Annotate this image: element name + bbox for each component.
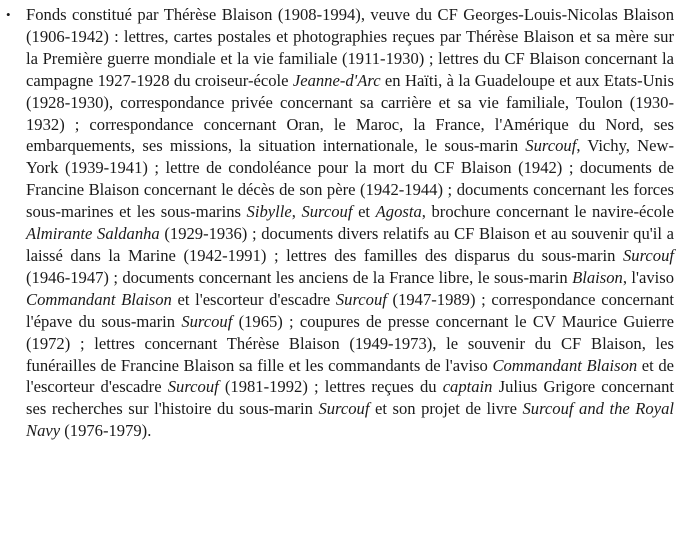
italic-title-segment: Surcouf — [318, 399, 370, 419]
text-segment: (1976-1979). — [60, 421, 152, 441]
italic-title-segment: Blaison — [572, 267, 623, 287]
italic-title-segment: Sibylle — [246, 202, 292, 222]
italic-title-segment: Agosta — [375, 202, 422, 222]
italic-title-segment: captain — [442, 377, 493, 397]
italic-title-segment: Surcouf — [181, 311, 233, 331]
italic-title-segment: Surcouf — [622, 245, 674, 265]
text-segment: Fonds constitué par Thérèse Blaison (1908-1994), veuve du CF Georges-Louis-Nicolas Blaison (1906-1942) : lettres, cartes postales et photographies reçues par Thérèse Blaison et sa mère sur la Première guerre mondiale et la vie familiale (1911-1930) ; lettres du CF Blaison concernant la campagne 1927-1928 du croiseur-école — [26, 5, 674, 90]
text-segment: (1981-1992) ; lettres reçues du — [218, 377, 443, 397]
text-segment: et son projet de livre — [369, 399, 523, 419]
italic-title-segment: Almirante Saldanha — [26, 224, 160, 244]
italic-title-segment: Commandant Blaison — [26, 289, 172, 309]
italic-title-segment: Surcouf — [167, 377, 219, 397]
italic-title-segment: Surcouf and the Royal Navy — [26, 399, 674, 441]
fonds-description-paragraph — [6, 4, 674, 442]
text-segment: et de l'escorteur d'escadre — [26, 355, 675, 397]
text-segment: et l'escorteur d'escadre — [171, 289, 336, 309]
italic-title-segment: Commandant Blaison — [492, 355, 638, 375]
text-segment: , brochure concernant le navire-école — [421, 202, 674, 222]
italic-title-segment: Jeanne-d'Arc — [292, 70, 381, 90]
text-segment: et — [352, 202, 376, 222]
text-segment: (1946-1947) ; documents concernant les anciens de la France libre, le sous-marin — [26, 267, 573, 287]
text-segment: , — [291, 202, 302, 222]
italic-title-segment: Surcouf — [301, 202, 353, 222]
text-segment: en Haïti, à la Guadeloupe et aux Etats-Unis (1928-1930), correspondance privée concernant sa carrière et sa vie familiale, Toulon (1930-1932) ; correspondance concernant Oran, le Maroc, la France, l'Amérique du Nord, ses embarquements, ses missions, la situation internationale, le sous-marin — [26, 70, 674, 156]
text-segment: Julius Grigore concernant ses recherches sur l'histoire du sous-marin — [26, 377, 675, 419]
bullet-icon: • — [6, 7, 11, 22]
italic-title-segment: Surcouf — [525, 136, 577, 156]
text-segment: , l'aviso — [622, 267, 674, 287]
italic-title-segment: Surcouf — [335, 289, 387, 309]
text-segment: , Vichy, New-York (1939-1941) ; lettre de condoléance pour la mort du CF Blaison (1942) ; documents de Francine Blaison concernant le décès de son père (1942-1944) ; documents concernant les forces sous-marines et les sous-marins — [26, 136, 674, 222]
text-segment: (1965) ; coupures de presse concernant le CV Maurice Guierre (1972) ; lettres concernant Thérèse Blaison (1949-1973), le souvenir du CF Blaison, les funérailles de Francine Blaison sa fille et les commandants de l'aviso — [26, 311, 674, 375]
text-segment: (1929-1936) ; documents divers relatifs au CF Blaison et au souvenir qu'il a laissé dans la Marine (1942-1991) ; lettres des familles des disparus du sous-marin — [26, 224, 674, 265]
text-segment: (1947-1989) ; correspondance concernant l'épave du sous-marin — [26, 289, 674, 331]
paragraph-text — [26, 5, 674, 440]
